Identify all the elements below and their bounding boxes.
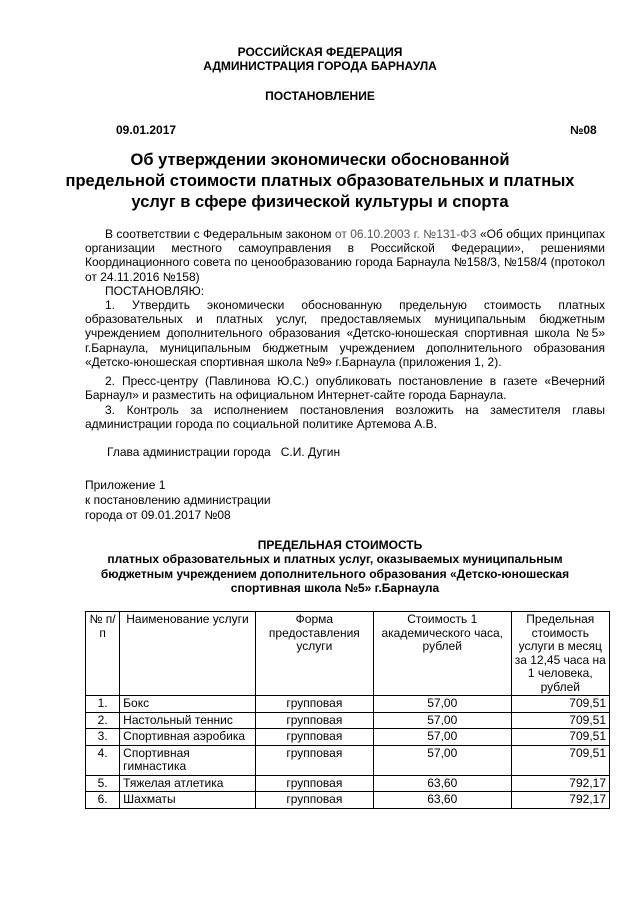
cell-max-cost: 709,51 bbox=[511, 696, 609, 713]
appendix-line-2: к постановлению администрации bbox=[85, 493, 271, 507]
document-type: ПОСТАНОВЛЕНИЕ bbox=[265, 89, 375, 103]
document-date: 09.01.2017 bbox=[116, 123, 177, 137]
cell-cost: 63,60 bbox=[373, 792, 511, 809]
cell-num: 6. bbox=[86, 792, 120, 809]
header-name: Наименование услуги bbox=[120, 612, 256, 696]
cell-form: групповая bbox=[255, 745, 373, 775]
document-number: №08 bbox=[570, 123, 597, 137]
table-row bbox=[86, 696, 610, 713]
cell-name: Спортивная аэробика bbox=[120, 729, 256, 746]
title-line-1: Об утверждении экономически обоснованной bbox=[130, 151, 510, 169]
cell-name: Тяжелая атлетика bbox=[120, 775, 256, 792]
header-country: РОССИЙСКАЯ ФЕДЕРАЦИЯ bbox=[237, 45, 403, 59]
cell-name: Настольный теннис bbox=[120, 712, 256, 729]
cell-name: Бокс bbox=[120, 696, 256, 713]
cell-form: групповая bbox=[255, 775, 373, 792]
preamble-text-c: «Об общих принципах организации местного самоуправления в Российской Федерации», решениями Координационного совета по ценообразованию города Барнаула №158/3, №158/4 (протокол от 24.11.2016 №158) bbox=[85, 227, 606, 284]
cell-name: Шахматы bbox=[120, 792, 256, 809]
cell-cost: 63,60 bbox=[373, 775, 511, 792]
cell-cost: 57,00 bbox=[373, 712, 511, 729]
table-subtitle-line-4: спортивная школа №5» г.Барнаула bbox=[230, 581, 440, 595]
table-row bbox=[86, 792, 610, 809]
table-title: ПРЕДЕЛЬНАЯ СТОИМОСТЬ bbox=[257, 538, 423, 552]
appendix-line-1: Приложение 1 bbox=[85, 478, 166, 492]
preamble-text-a: В соответствии с Федеральным законом bbox=[105, 227, 335, 241]
cell-max-cost: 709,51 bbox=[511, 745, 609, 775]
header-cost: Стоимость 1 академического часа, рублей bbox=[373, 612, 511, 696]
price-table bbox=[85, 611, 610, 809]
cell-cost: 57,00 bbox=[373, 729, 511, 746]
table-header-row bbox=[86, 612, 610, 696]
cell-max-cost: 792,17 bbox=[511, 775, 609, 792]
cell-num: 2. bbox=[86, 712, 120, 729]
header-max-cost: Предельная стоимость услуги в месяц за 12,45 часа на 1 человека, рублей bbox=[511, 612, 609, 696]
item-3: 3. Контроль за исполнением постановления возложить на заместителя главы администрации города по социальной политике Артемова А.В. bbox=[85, 403, 605, 432]
table-subtitle-line-2: платных образовательных и платных услуг, оказываемых муниципальным bbox=[107, 552, 563, 566]
table-subtitle bbox=[0, 552, 640, 596]
cell-form: групповая bbox=[255, 696, 373, 713]
cell-num: 1. bbox=[86, 696, 120, 713]
signature-line: Глава администрации города С.И. Дугин bbox=[107, 445, 341, 459]
table-row bbox=[86, 745, 610, 775]
cell-form: групповая bbox=[255, 792, 373, 809]
cell-num: 4. bbox=[86, 745, 120, 775]
header-num: № п/п bbox=[86, 612, 120, 696]
cell-form: групповая bbox=[255, 712, 373, 729]
header-form: Форма предоставления услуги bbox=[255, 612, 373, 696]
title-line-3: услуг в сфере физической культуры и спорта bbox=[131, 193, 509, 211]
document-title bbox=[0, 150, 640, 213]
cell-cost: 57,00 bbox=[373, 745, 511, 775]
table-row bbox=[86, 712, 610, 729]
cell-form: групповая bbox=[255, 729, 373, 746]
title-line-2: предельной стоимости платных образовательных и платных bbox=[65, 172, 575, 190]
cell-max-cost: 709,51 bbox=[511, 712, 609, 729]
appendix-reference bbox=[85, 478, 271, 523]
table-row bbox=[86, 729, 610, 746]
cell-name: Спортивная гимнастика bbox=[120, 745, 256, 775]
table-row bbox=[86, 775, 610, 792]
header-administration: АДМИНИСТРАЦИЯ ГОРОДА БАРНАУЛА bbox=[203, 59, 437, 73]
appendix-line-3: города от 09.01.2017 №08 bbox=[85, 508, 231, 522]
preamble-law-reference: от 06.10.2003 г. №131-ФЗ bbox=[334, 227, 477, 241]
cell-max-cost: 709,51 bbox=[511, 729, 609, 746]
item-2: 2. Пресс-центру (Павлинова Ю.С.) опубликовать постановление в газете «Вечерний Барнаул» и разместить на официальном Интернет-сайте города Барнаула. bbox=[85, 374, 605, 403]
table-subtitle-line-3: бюджетным учреждением дополнительного образования «Детско-юношеская bbox=[100, 566, 570, 581]
item-1: 1. Утвердить экономически обоснованную предельную стоимость платных образовательных и платных услуг, предоставляемых муниципальным бюджетным учреждением дополнительного образования «Детско-юношеская спортивная школа №5» г.Барнаула, муниципальным бюджетным учреждением дополнительного образования «Детско-юношеская спортивная школа №9» г.Барнаула (приложения 1, 2). bbox=[85, 298, 605, 369]
cell-max-cost: 792,17 bbox=[511, 792, 609, 809]
decree-word: ПОСТАНОВЛЯЮ: bbox=[105, 284, 205, 298]
cell-num: 5. bbox=[86, 775, 120, 792]
cell-num: 3. bbox=[86, 729, 120, 746]
preamble-paragraph bbox=[85, 227, 605, 284]
cell-cost: 57,00 bbox=[373, 696, 511, 713]
